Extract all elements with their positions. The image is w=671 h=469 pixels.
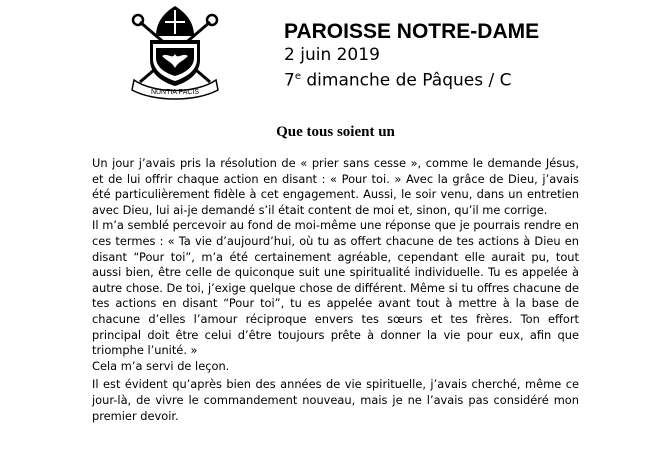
article-title: Que tous soient un [276,124,395,140]
parish-emblem [120,4,230,100]
motto-text: NUNTIA PACIS [150,89,200,96]
article-paragraph: Cela m’a servi de leçon. [92,358,230,373]
article-body [92,156,579,424]
page-header [284,20,664,92]
article-paragraph: Il m’a semblé percevoir au fond de moi-même une réponse que je pourrais rendre en ces termes : « Ta vie d’aujourd’hui, où tu as offert chacune de tes actions à Dieu en disant “Pour toi”, m’a été certainement agréable, cependant elle aurait pu, tout aussi bien, être celle de quiconque suit une spiritualité individuelle. Tu es appelée à autre chose. De toi, j’exige quelque chose de différent. Même si tu offres chacune de tes actions en disant “Pour toi”, tu es appelée avant tout à mettre à la base de chacune d’elles l’amour réciproque envers tes sœurs et tes frères. Ton effort principal doit être celui d’être toujours prête à donner la vie pour eux, afin que triomphe l’unité. » [92,218,579,358]
article-paragraph: Il est évident qu’après bien des années de vie spirituelle, j’avais cherché, même ce jour-là, de vivre le commandement nouveau, mais je ne l’avais pas considéré mon premier devoir. [92,377,579,423]
article-paragraph: Un jour j’avais pris la résolution de « prier sans cesse », comme le demande Jésus, et de lui offrir chaque action en disant : « Pour toi. » Avec la grâce de Dieu, j’avais été particulièrement fidèle à cet engagement. Aussi, le soir venu, dans un entretien avec Dieu, lui ai-je demandé s’il était content de moi et, sinon, qu’il me corrige. [92,156,579,217]
parish-name: PAROISSE NOTRE-DAME [284,20,540,43]
publication-date: 2 juin 2019 [284,45,380,65]
liturgical-sunday: 7e dimanche de Pâques / C [284,70,512,91]
